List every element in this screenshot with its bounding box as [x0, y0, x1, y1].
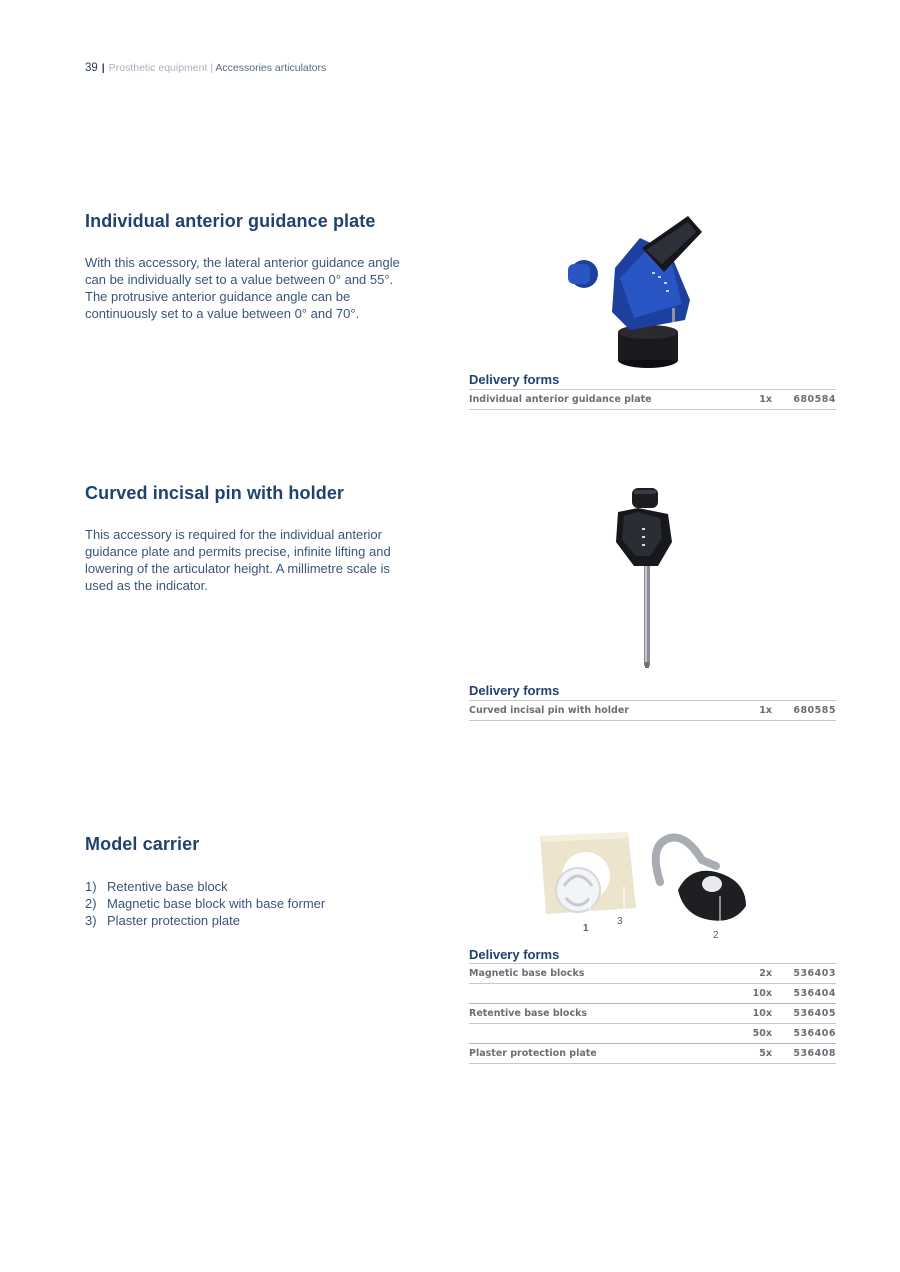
delivery-forms-title: Delivery forms	[469, 683, 560, 698]
delivery-table-incisal-pin	[469, 700, 836, 721]
product-description-guidance-plate	[85, 254, 445, 322]
delivery-forms-title: Delivery forms	[469, 372, 560, 387]
row-qty: 5x	[759, 1048, 772, 1059]
row-name: Retentive base blocks	[469, 1008, 588, 1019]
desc-line: This accessory is required for the individual anterior	[85, 527, 382, 542]
table-row	[469, 1004, 836, 1024]
table-row	[469, 1024, 836, 1044]
row-qty: 50x	[752, 1028, 772, 1039]
list-text: Magnetic base block with base former	[107, 896, 326, 911]
row-qty: 10x	[752, 1008, 772, 1019]
product-title-guidance-plate: Individual anterior guidance plate	[85, 211, 376, 231]
breadcrumb-separator: |	[210, 62, 214, 74]
product-title-model-carrier: Model carrier	[85, 834, 200, 854]
delivery-forms-title: Delivery forms	[469, 947, 560, 962]
row-code: 536403	[793, 968, 836, 979]
list-number: 3)	[85, 913, 97, 928]
row-code: 536406	[793, 1028, 836, 1039]
table-row	[469, 964, 836, 984]
desc-line: used as the indicator.	[85, 578, 208, 593]
page-header	[85, 62, 326, 74]
table-row	[469, 390, 836, 410]
delivery-table-guidance-plate	[469, 389, 836, 410]
row-code: 536408	[793, 1048, 836, 1059]
row-code: 536405	[793, 1008, 836, 1019]
row-name: Plaster protection plate	[469, 1048, 597, 1059]
row-name: Magnetic base blocks	[469, 968, 585, 979]
model-carrier-parts-list	[85, 878, 325, 929]
incisal-pin-image	[610, 484, 680, 670]
row-code: 536404	[793, 988, 836, 999]
model-carrier-image	[520, 826, 756, 930]
page-number: 39	[85, 62, 98, 74]
desc-line: With this accessory, the lateral anterior guidance angle	[85, 255, 400, 270]
table-row	[469, 1044, 836, 1064]
callout-1: 1	[583, 923, 589, 934]
list-text: Retentive base block	[107, 879, 228, 894]
table-row	[469, 984, 836, 1004]
callout-3: 3	[617, 916, 623, 927]
row-code: 680585	[793, 705, 836, 716]
row-qty: 1x	[759, 394, 772, 405]
list-item	[85, 895, 325, 912]
desc-line: continuously set to a value between 0° and 70°.	[85, 306, 360, 321]
row-name: Curved incisal pin with holder	[469, 705, 629, 716]
row-qty: 2x	[759, 968, 772, 979]
header-separator: |	[101, 62, 105, 74]
desc-line: guidance plate and permits precise, infinite lifting and	[85, 544, 391, 559]
product-description-incisal-pin	[85, 526, 445, 594]
list-text: Plaster protection plate	[107, 913, 240, 928]
row-name: Individual anterior guidance plate	[469, 394, 652, 405]
desc-line: lowering of the articulator height. A millimetre scale is	[85, 561, 390, 576]
breadcrumb-section: Prosthetic equipment	[108, 62, 208, 74]
list-number: 2)	[85, 896, 97, 911]
product-title-incisal-pin: Curved incisal pin with holder	[85, 483, 345, 503]
list-number: 1)	[85, 879, 97, 894]
desc-line: The protrusive anterior guidance angle can be	[85, 289, 351, 304]
delivery-table-model-carrier	[469, 963, 836, 1064]
callout-2: 2	[713, 930, 719, 941]
guidance-plate-image	[560, 208, 710, 370]
breadcrumb-subsection: Accessories articulators	[215, 62, 327, 74]
desc-line: can be individually set to a value between 0° and 55°.	[85, 272, 394, 287]
row-qty: 1x	[759, 705, 772, 716]
row-code: 680584	[793, 394, 836, 405]
row-qty: 10x	[752, 988, 772, 999]
table-row	[469, 701, 836, 721]
list-item	[85, 878, 325, 895]
list-item	[85, 912, 325, 929]
